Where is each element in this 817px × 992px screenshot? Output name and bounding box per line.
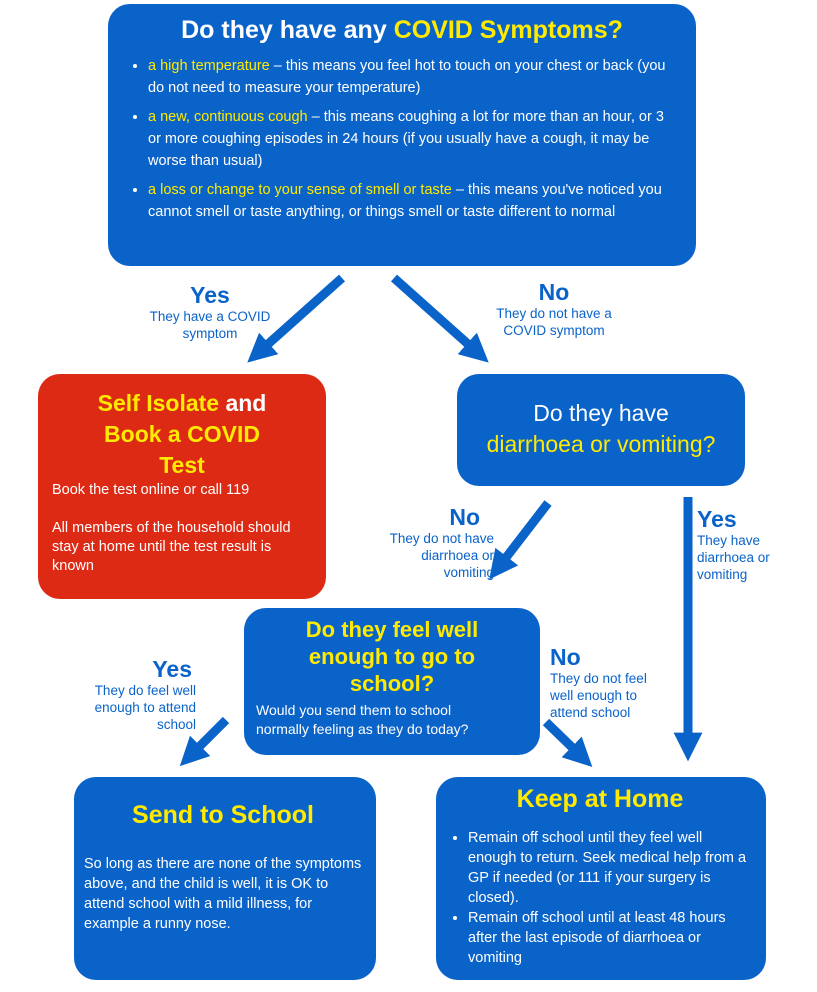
- label-no-well: No They do not feel well enough to attend school: [550, 644, 647, 720]
- label-no-covid: No They do not have a COVID symptom: [496, 279, 612, 338]
- well-enough-sub: Would you send them to school normally feeling as they do today?: [256, 702, 469, 737]
- send-to-school-text: So long as there are none of the symptoms above, and the child is well, it is OK to attend school with a mild illness, for example a runny nose.: [84, 856, 362, 932]
- keep-at-home-item: • Remain off school until at least 48 hours after the last episode of diarrhoea or vomiting: [468, 908, 752, 968]
- symptom-item: • a high temperature – this means you feel hot to touch on your chest or back (you do not need to measure your temperature): [148, 55, 678, 99]
- self-isolate-box: [38, 374, 326, 599]
- label-yes-dv: Yes They have diarrhoea or vomiting: [697, 506, 770, 582]
- isolate-line-2: All members of the household should stay at home until the test result is known: [52, 520, 291, 574]
- well-enough-box: [244, 608, 540, 755]
- covid-symptoms-box: [108, 4, 696, 266]
- symptom-item: • a loss or change to your sense of smell or taste – this means you've noticed you cannot smell or taste anything, or things smell or taste different to normal: [148, 179, 678, 223]
- covid-symptoms-title: Do they have any COVID Symptoms?: [181, 16, 623, 44]
- symptom-item: • a new, continuous cough – this means coughing a lot for more than an hour, or 3 or more coughing episodes in 24 hours (if you usually have a cough, it may be worse than usual): [148, 106, 678, 172]
- isolate-line-1: Book the test online or call 119: [52, 482, 250, 498]
- arrow-no-covid: [394, 278, 478, 353]
- arrow-no-dv: [498, 503, 548, 568]
- keep-at-home-item: • Remain off school until they feel well enough to return. Seek medical help from a GP if needed (or 111 if your surgery is closed).: [468, 828, 752, 908]
- keep-at-home-list: [448, 828, 752, 968]
- send-to-school-box: [74, 777, 376, 980]
- well-enough-title: Do they feel well enough to go to school?: [305, 617, 479, 696]
- keep-at-home-title: Keep at Home: [516, 785, 684, 813]
- symptom-list: [126, 55, 678, 223]
- self-isolate-title: Self Isolate and Book a COVID Test: [97, 390, 267, 478]
- diarrhoea-vomiting-box: [457, 374, 745, 486]
- label-yes-covid: Yes They have a COVID symptom: [149, 282, 271, 341]
- keep-at-home-box: [436, 777, 766, 980]
- arrow-no-well: [546, 722, 582, 757]
- label-yes-well: Yes They do feel well enough to attend school: [94, 656, 196, 732]
- dv-title: Do they have diarrhoea or vomiting?: [486, 400, 716, 457]
- send-to-school-title: Send to School: [132, 801, 314, 829]
- label-no-dv: No They do not have diarrhoea or vomiting: [389, 504, 494, 580]
